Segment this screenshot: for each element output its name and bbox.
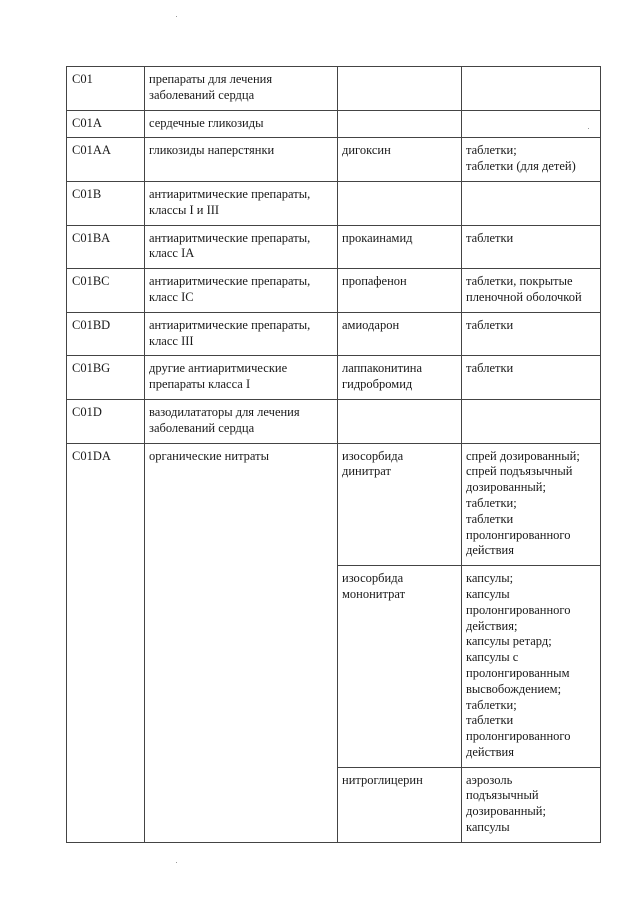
group-name-cell: вазодилататоры для лечения заболеваний сердца <box>145 399 338 443</box>
table-row <box>67 356 601 400</box>
atc-code-cell: C01DA <box>67 443 145 842</box>
table-row <box>67 181 601 225</box>
dosage-form-cell: спрей дозированный; спрей подъязычный дозированный; таблетки; таблетки пролонгированного действия <box>462 443 601 566</box>
atc-code-cell: C01AA <box>67 138 145 182</box>
drug-name-cell: прокаинамид <box>338 225 462 269</box>
scan-speck <box>176 16 177 17</box>
group-name-cell: гликозиды наперстянки <box>145 138 338 182</box>
drug-name-cell <box>338 67 462 111</box>
table-row <box>67 443 601 566</box>
dosage-form-cell: капсулы; капсулы пролонгированного действия; капсулы ретард; капсулы с пролонгированным высвобождением; таблетки; таблетки пролонгированного действия <box>462 566 601 768</box>
group-name-cell: антиаритмические препараты, классы I и III <box>145 181 338 225</box>
table-row <box>67 110 601 138</box>
scan-speck <box>176 862 177 863</box>
group-name-cell: другие антиаритмические препараты класса I <box>145 356 338 400</box>
atc-code-cell: C01A <box>67 110 145 138</box>
drug-name-cell: изосорбида динитрат <box>338 443 462 566</box>
table-row <box>67 312 601 356</box>
atc-code-cell: C01BA <box>67 225 145 269</box>
dosage-form-cell: таблетки <box>462 225 601 269</box>
dosage-form-cell: таблетки; таблетки (для детей) <box>462 138 601 182</box>
drug-name-cell: нитроглицерин <box>338 767 462 842</box>
drug-name-cell <box>338 110 462 138</box>
drug-name-cell: дигоксин <box>338 138 462 182</box>
dosage-form-cell: таблетки <box>462 356 601 400</box>
dosage-form-cell: аэрозоль подъязычный дозированный; капсулы <box>462 767 601 842</box>
atc-code-cell: C01 <box>67 67 145 111</box>
drug-name-cell: амиодарон <box>338 312 462 356</box>
group-name-cell: сердечные гликозиды <box>145 110 338 138</box>
table-row <box>67 269 601 313</box>
scan-speck <box>588 128 589 129</box>
table-row <box>67 138 601 182</box>
drug-name-cell: лаппаконитина гидробромид <box>338 356 462 400</box>
drug-name-cell <box>338 181 462 225</box>
table-row <box>67 399 601 443</box>
atc-code-cell: C01BD <box>67 312 145 356</box>
group-name-cell: органические нитраты <box>145 443 338 842</box>
atc-code-cell: C01B <box>67 181 145 225</box>
group-name-cell: антиаритмические препараты, класс IC <box>145 269 338 313</box>
drug-name-cell: изосорбида мононитрат <box>338 566 462 768</box>
dosage-form-cell: таблетки <box>462 312 601 356</box>
dosage-form-cell <box>462 399 601 443</box>
group-name-cell: антиаритмические препараты, класс III <box>145 312 338 356</box>
dosage-form-cell <box>462 181 601 225</box>
group-name-cell: препараты для лечения заболеваний сердца <box>145 67 338 111</box>
drug-classification-table <box>66 66 601 843</box>
atc-code-cell: C01D <box>67 399 145 443</box>
dosage-form-cell: таблетки, покрытые пленочной оболочкой <box>462 269 601 313</box>
dosage-form-cell <box>462 67 601 111</box>
dosage-form-cell <box>462 110 601 138</box>
table-row <box>67 225 601 269</box>
table-row <box>67 67 601 111</box>
drug-name-cell: пропафенон <box>338 269 462 313</box>
drug-name-cell <box>338 399 462 443</box>
atc-code-cell: C01BC <box>67 269 145 313</box>
group-name-cell: антиаритмические препараты, класс IA <box>145 225 338 269</box>
atc-code-cell: C01BG <box>67 356 145 400</box>
